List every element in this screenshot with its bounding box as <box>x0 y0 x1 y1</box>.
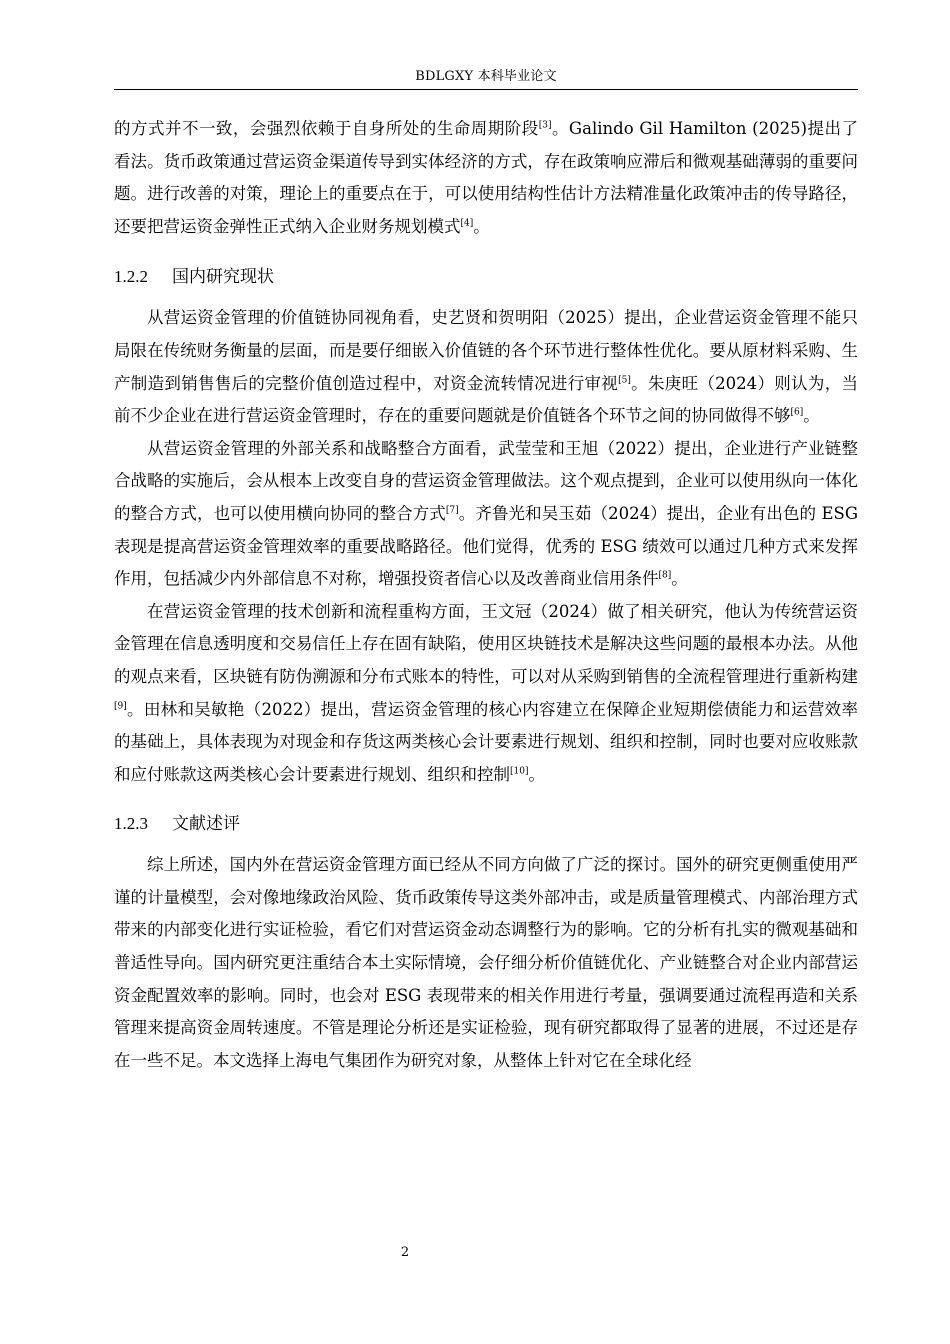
citation-ref: [10] <box>510 766 529 777</box>
running-header: BDLGXY 本科毕业论文 <box>415 69 557 84</box>
paragraph: 从营运资金管理的外部关系和战略整合方面看，武莹莹和王旭（2022）提出，企业进行产业链整合战略的实施后，会从根本上改变自身的营运资金管理做法。这个观点提到，企业可以使用纵向一体化的整合方式，也可以使用横向协同的整合方式[7]。齐鲁光和吴玉茹（2024）提出，企业有出色的 ESG 表现是提高营运资金管理效率的重要战略路径。他们觉得，优秀的 ESG 绩效可以通过几种方式来发挥作用，包括减少内外部信息不对称，增强投资者信心以及改善商业信用条件[8]。 <box>114 438 859 589</box>
citation-ref: [4] <box>460 218 474 229</box>
section-title: 文献述评 <box>172 814 240 835</box>
paragraph: 综上所述，国内外在营运资金管理方面已经从不同方向做了广泛的探讨。国外的研究更侧重使用严谨的计量模型，会对像地缘政治风险、货币政策传导这类外部冲击，或是质量管理模式、内部治理方式带来的内部变化进行实证检验，看它们对营运资金动态调整行为的影响。它的分析有扎实的微观基础和普适性导向。国内研究更注重结合本土实际情境，会仔细分析价值链优化、产业链整合对企业内部营运资金配置效率的影响。同时，也会对 ESG 表现带来的相关作用进行考量，强调要通过流程再造和关系管理来提高资金周转速度。不管是理论分析还是实证检验，现有研究都取得了显著的进展，不过还是存在一些不足。本文选择上海电气集团作为研究对象，从整体上针对它在全球化经 <box>114 855 858 1070</box>
page-number: 2 <box>400 1245 410 1260</box>
citation-ref: [8] <box>658 570 672 581</box>
body-text <box>114 113 858 1077</box>
citation-ref: [5] <box>618 375 631 386</box>
paragraph-continuation: 的方式并不一致，会强烈依赖于自身所处的生命周期阶段[3]。Galindo Gil Hamilton (2025)提出了看法。货币政策通过营运资金渠道传导到实体经济的方式，存在政策响应滞后和微观基础薄弱的重要问题。进行改善的对策，理论上的重要点在于，可以使用结构性估计方法精准量化政策冲击的传导路径，还要把营运资金弹性正式纳入企业财务规划模式[4]。 <box>114 119 859 236</box>
section-heading-domestic-research <box>114 265 858 289</box>
section-heading-literature-review <box>114 812 858 836</box>
citation-ref: [6] <box>790 407 804 418</box>
paragraph: 从营运资金管理的价值链协同视角看，史艺贤和贺明阳（2025）提出，企业营运资金管理不能只局限在传统财务衡量的层面，而是要仔细嵌入价值链的各个环节进行整体性优化。要从原材料采购、生产制造到销售售后的完整价值创造过程中，对资金流转情况进行审视[5]。朱庚旺（2024）则认为，当前不少企业在进行营运资金管理时，存在的重要问题就是价值链各个环节之间的协同做得不够[6]。 <box>114 308 858 426</box>
section-number: 1.2.3 <box>114 814 148 834</box>
citation-ref: [7] <box>445 505 459 516</box>
citation-ref: [9] <box>114 701 127 711</box>
section-number: 1.2.2 <box>114 267 148 287</box>
header-rule <box>114 89 858 90</box>
section-title: 国内研究现状 <box>172 267 274 288</box>
paragraph: 在营运资金管理的技术创新和流程重构方面，王文冠（2024）做了相关研究，他认为传统营运资金管理在信息透明度和交易信任上存在固有缺陷，使用区块链技术是解决这些问题的最根本办法。从他的观点来看，区块链有防伪溯源和分布式账本的特性，可以对从采购到销售的全流程管理进行重新构建[9]。田林和吴敏艳（2022）提出，营运资金管理的核心内容建立在保障企业短期偿债能力和运营效率的基础上，具体表现为对现金和存货这两类核心会计要素进行规划、组织和控制，同时也要对应收账款和应付账款这两类核心会计要素进行规划、组织和控制[10]。 <box>114 601 858 784</box>
citation-ref: [3] <box>538 120 552 131</box>
